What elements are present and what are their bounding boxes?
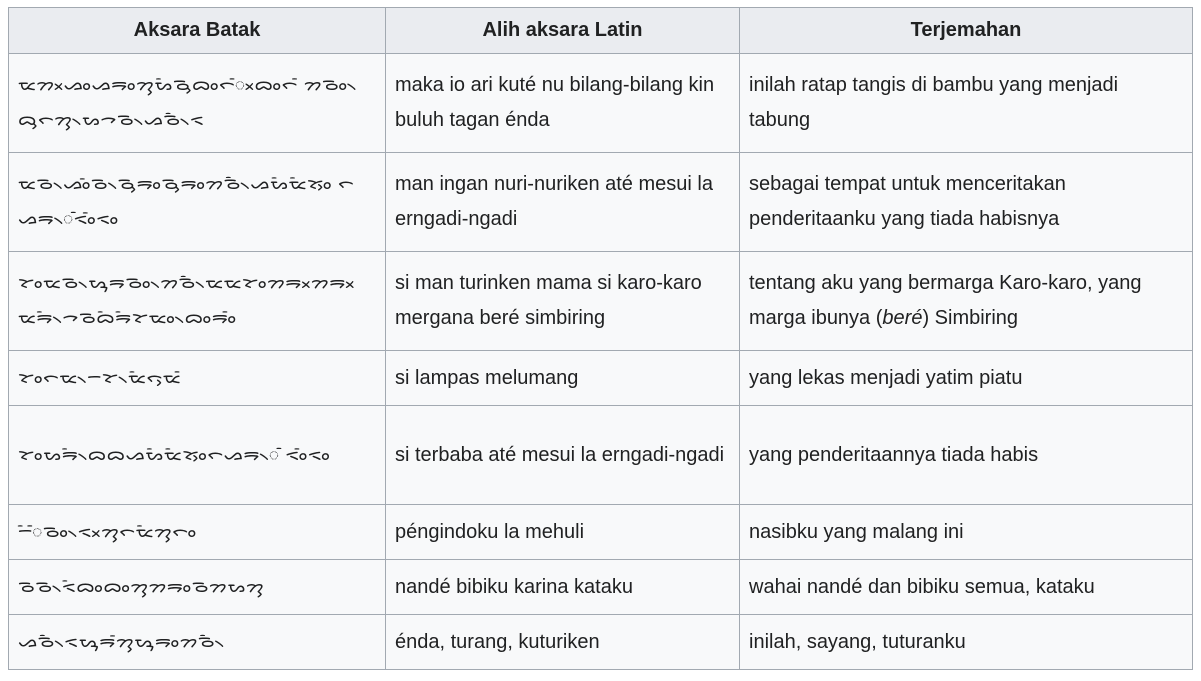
batak-cell: ᯉᯉ᯲ᯑᯩᯅᯪᯅᯪᯂᯮᯂᯒᯪᯉᯂᯗᯂᯮ — [9, 560, 386, 615]
header-row — [9, 8, 1193, 54]
translation-cell: yang penderitaannya tiada habis — [740, 406, 1193, 505]
translation-text: ) Simbiring — [922, 307, 1019, 329]
table-wrapper — [8, 7, 1193, 670]
table-row — [9, 406, 1193, 505]
batak-cell: ᯇᯩᯰᯪᯉ᯲ᯑᯬᯂᯮᯞᯔᯩᯂᯮᯞᯪ — [9, 505, 386, 560]
translation-cell: inilah, sayang, tuturanku — [740, 615, 1193, 670]
latin-cell: man ingan nuri-nuriken até mesui la erngadi-ngadi — [386, 153, 740, 252]
table-row — [9, 153, 1193, 252]
batak-cell: ᯔᯉ᯲ᯀᯪᯰᯉ᯲ᯉᯮᯒᯪᯉᯮᯒᯪᯂᯩᯉ᯲ᯀᯗᯩᯔᯩᯘᯮᯪ ᯞᯀᯒ᯲ᯰᯑᯪᯰᯑᯪ — [9, 153, 386, 252]
table-row — [9, 505, 1193, 560]
batak-cell: ᯘᯪᯗᯩᯒ᯲ᯅᯅᯀᯗᯩᯔᯩᯘᯮᯪᯞᯀᯒ᯲ᯰ ᯑᯪᯰᯑᯪ — [9, 406, 386, 505]
table-row — [9, 351, 1193, 406]
latin-cell: nandé bibiku karina kataku — [386, 560, 740, 615]
translation-italic-term: beré — [882, 307, 923, 329]
latin-cell: si terbaba até mesui la erngadi-ngadi — [386, 406, 740, 505]
table-row — [9, 54, 1193, 153]
batak-cell: ᯘᯪᯞᯔ᯲ᯇᯘ᯲ᯔᯩᯞᯮᯔᯰ — [9, 351, 386, 406]
latin-cell: maka io ari kuté nu bilang-bilang kin buluh tagan énda — [386, 54, 740, 153]
latin-cell: si man turinken mama si karo-karo mergana beré simbiring — [386, 252, 740, 351]
batak-cell: ᯀᯩᯉ᯲ᯑᯗᯮᯒᯰᯂᯮᯗᯮᯒᯪᯂᯩᯉ᯲ — [9, 615, 386, 670]
translation-cell: sebagai tempat untuk menceritakan penderitaanku yang tiada habisnya — [740, 153, 1193, 252]
latin-cell: péngindoku la mehuli — [386, 505, 740, 560]
table-row — [9, 252, 1193, 351]
latin-cell: énda, turang, kuturiken — [386, 615, 740, 670]
translation-text: tentang aku yang bermarga Karo-karo, yang marga ibunya ( — [749, 272, 1142, 329]
translation-cell: nasibku yang malang ini — [740, 505, 1193, 560]
latin-cell: si lampas melumang — [386, 351, 740, 406]
header-latin: Alih aksara Latin — [386, 8, 740, 54]
batak-cell: ᯔᯂᯬᯀᯪᯀᯒᯪᯂᯮᯗᯩᯉᯮᯅᯪᯞᯰᯬᯅᯪᯞᯰ ᯂᯪᯉ᯲ᯅᯮᯞᯮᯂ᯲ᯗᯎᯉ᯲ᯀᯩᯉ᯲ᯑ — [9, 54, 386, 153]
table-row — [9, 615, 1193, 670]
batak-cell: ᯘᯪᯔᯉ᯲ᯗᯮᯒᯪᯉ᯲ᯂᯩᯉ᯲ᯔᯔᯘᯪᯂᯒᯬᯂᯒᯬ ᯔᯩᯒ᯲ᯎᯉᯅᯩᯒᯩᯘᯪᯔ᯲ᯅᯪᯒᯪᯰ — [9, 252, 386, 351]
translation-cell: yang lekas menjadi yatim piatu — [740, 351, 1193, 406]
header-translation: Terjemahan — [740, 8, 1193, 54]
batak-translation-table — [8, 7, 1193, 670]
translation-cell — [740, 252, 1193, 351]
translation-cell: wahai nandé dan bibiku semua, kataku — [740, 560, 1193, 615]
header-batak: Aksara Batak — [9, 8, 386, 54]
translation-cell: inilah ratap tangis di bambu yang menjadi tabung — [740, 54, 1193, 153]
table-row — [9, 560, 1193, 615]
